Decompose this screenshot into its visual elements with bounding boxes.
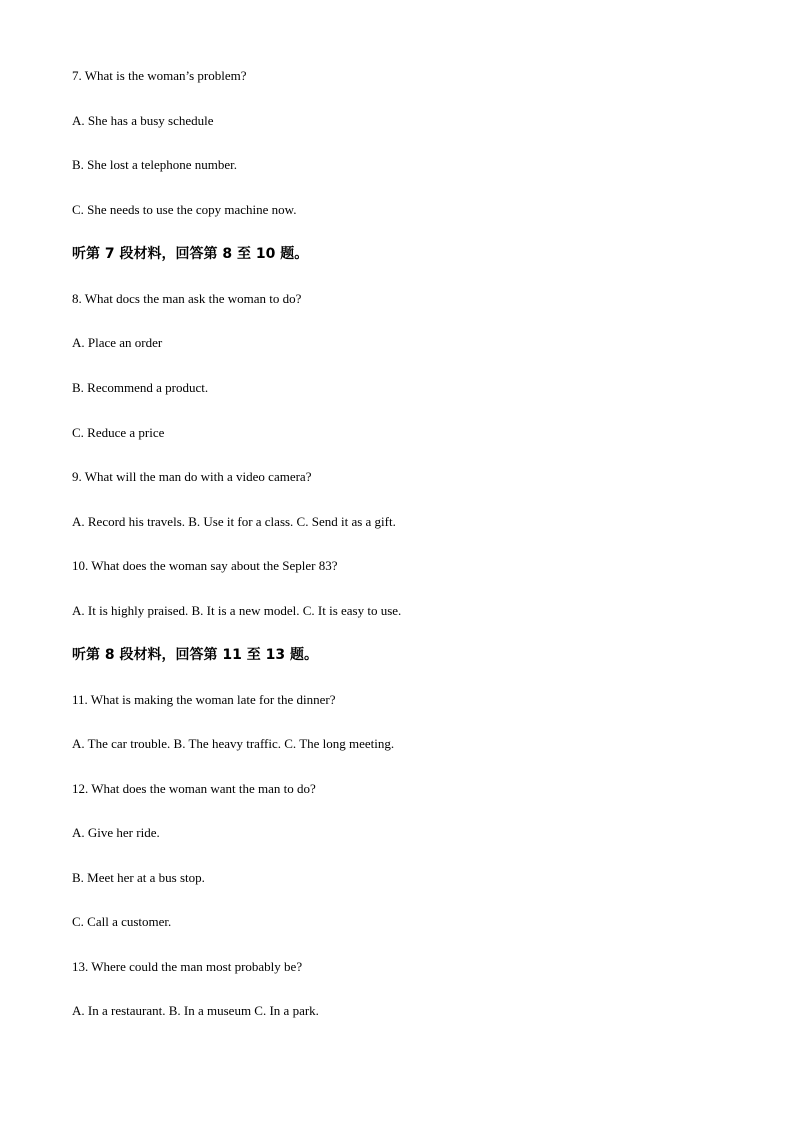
question-7: 7. What is the woman’s problem? [72, 68, 247, 83]
q7-option-c: C. She needs to use the copy machine now. [72, 202, 297, 217]
q11-options: A. The car trouble. B. The heavy traffic. C. The long meeting. [72, 736, 395, 751]
q12-option-a: A. Give her ride. [72, 825, 160, 840]
q8-option-b: B. Recommend a product. [72, 380, 209, 395]
question-11: 11. What is making the woman late for the dinner? [72, 692, 336, 707]
q10-options: A. It is highly praised. B. It is a new model. C. It is easy to use. [72, 603, 402, 618]
q13-options: A. In a restaurant. B. In a museum C. In a park. [72, 1003, 319, 1018]
q9-options: A. Record his travels. B. Use it for a class. C. Send it as a gift. [72, 514, 396, 529]
q8-option-c: C. Reduce a price [72, 425, 165, 440]
question-12: 12. What does the woman want the man to do? [72, 781, 316, 796]
question-10: 10. What does the woman say about the Sepler 83? [72, 558, 338, 573]
question-8: 8. What docs the man ask the woman to do? [72, 291, 302, 306]
q7-option-b: B. She lost a telephone number. [72, 157, 238, 172]
q8-option-a: A. Place an order [72, 335, 163, 350]
section-heading-passage-8: 听第 8 段材料，回答第 11 至 13 题。 [72, 647, 318, 663]
question-9: 9. What will the man do with a video camera? [72, 469, 312, 484]
section-heading-passage-7: 听第 7 段材料，回答第 8 至 10 题。 [72, 246, 309, 262]
q12-option-b: B. Meet her at a bus stop. [72, 870, 205, 885]
q12-option-c: C. Call a customer. [72, 914, 172, 929]
question-13: 13. Where could the man most probably be? [72, 959, 303, 974]
q7-option-a: A. She has a busy schedule [72, 113, 214, 128]
